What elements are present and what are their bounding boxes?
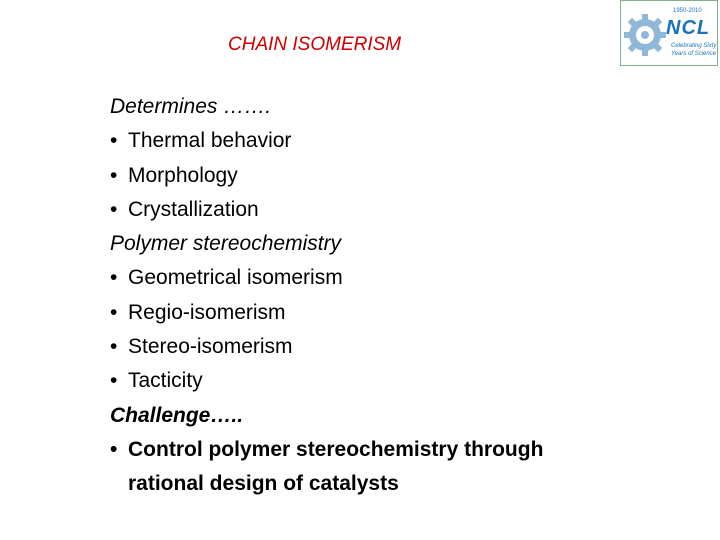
logo-year: 1950-2010 — [673, 8, 702, 14]
bullet-text: Morphology — [128, 163, 238, 187]
bullet-continuation: rational design of catalysts — [128, 472, 399, 496]
bullet-text: Regio-isomerism — [128, 300, 286, 324]
bullet-item — [110, 296, 543, 330]
bullet-text: Thermal behavior — [128, 129, 292, 153]
logo-badge: NCL — [666, 17, 711, 39]
bullet-icon: • — [110, 437, 118, 461]
section-heading-determines: Determines ……. — [110, 95, 272, 118]
section-heading-challenge: Challenge….. — [110, 403, 244, 427]
bullet-text: Crystallization — [128, 197, 259, 221]
bullet-icon: • — [110, 300, 118, 324]
bullet-text: Tacticity — [128, 369, 203, 393]
bullet-item — [110, 193, 543, 227]
logo-tagline-2: Years of Science — [671, 51, 717, 57]
bullet-item — [110, 433, 543, 467]
bullet-item — [110, 364, 543, 398]
bullet-item — [110, 124, 543, 158]
bullet-icon: • — [110, 335, 118, 359]
bullet-item — [110, 330, 543, 364]
bullet-icon: • — [110, 369, 118, 393]
bullet-text: Geometrical isomerism — [128, 266, 343, 290]
section-heading-stereochemistry: Polymer stereochemistry — [110, 232, 342, 256]
bullet-icon: • — [110, 197, 118, 221]
bullet-icon: • — [110, 129, 118, 153]
slide-title: CHAIN ISOMERISM — [228, 34, 402, 55]
ncl-logo — [620, 0, 718, 66]
bullet-text: Stereo-isomerism — [128, 335, 293, 359]
bullet-icon: • — [110, 266, 118, 290]
bullet-item — [110, 159, 543, 193]
slide-content — [110, 90, 543, 502]
bullet-item — [110, 261, 543, 295]
logo-tagline-1: Celebrating Sixty — [671, 43, 717, 49]
bullet-text: Control polymer stereochemistry through — [128, 437, 544, 461]
bullet-icon: • — [110, 163, 118, 187]
